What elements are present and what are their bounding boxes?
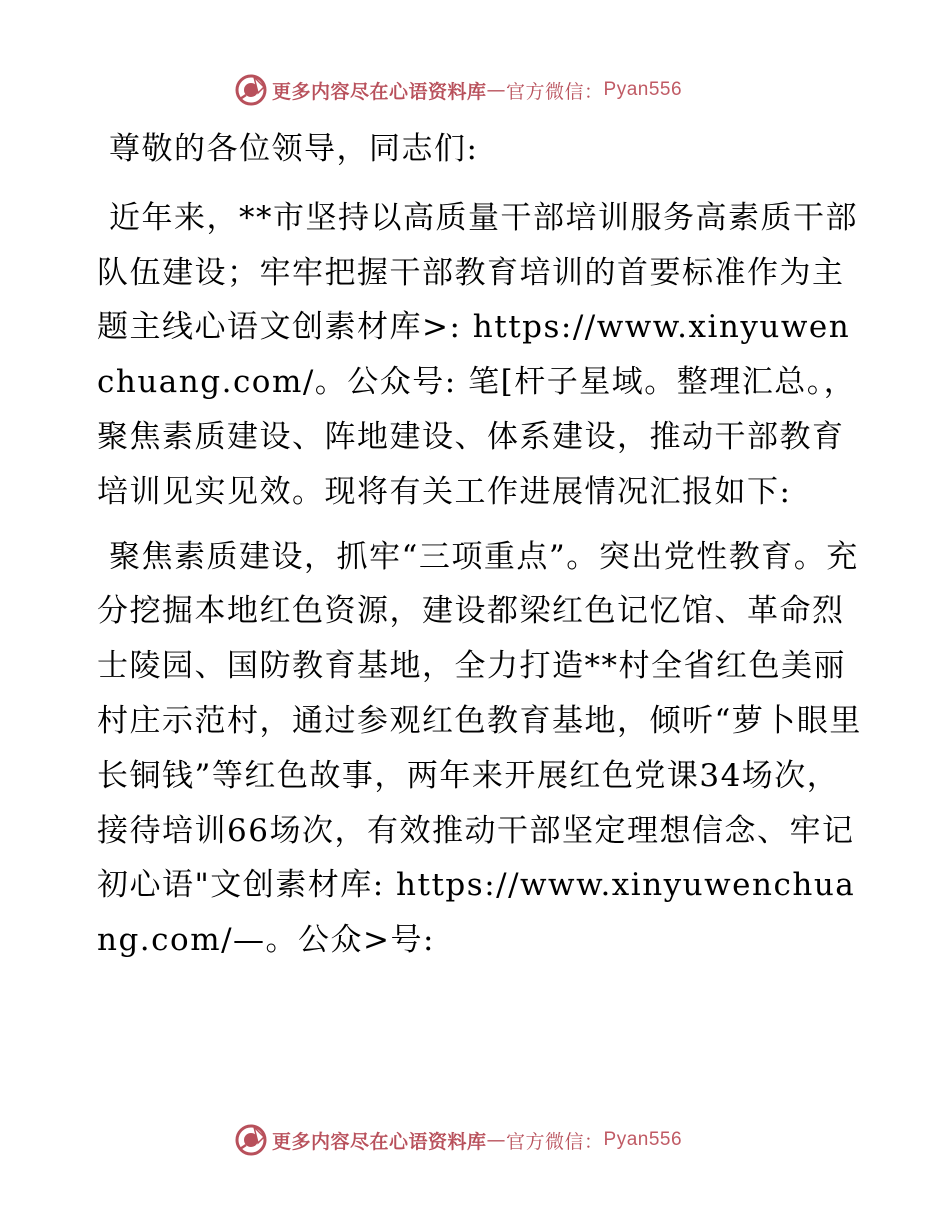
paragraph-intro: 近年来，**市坚持以高质量干部培训服务高素质干部队伍建设；牢牢把握干部教育培训的首要标准作为主题主线心语文创素材库>: https://www.xinyuwenchuang.com/。公众号: 笔[杆子星域。整理汇总。，聚焦素质建设、阵地建设、体系建设，推动干部教育培训见实见效。现将有关工作进展情况汇报如下: bbox=[97, 199, 858, 510]
watermark-separator: — bbox=[486, 1129, 507, 1151]
watermark-wechat-id: Pyan556 bbox=[603, 79, 683, 100]
watermark-sub-text: 官方微信： bbox=[506, 80, 604, 103]
paragraph-quality-building: 聚焦素质建设，抓牢“三项重点”。突出党性教育。充分挖掘本地红色资源，建设都梁红色记忆馆、革命烈士陵园、国防教育基地，全力打造**村全省红色美丽村庄示范村，通过参观红色教育基地，倾听“萝卜眼里长铜钱”等红色故事，两年来开展红色党课34场次，接待培训66场次，有效推动干部坚定理想信念、牢记初心语"文创素材库: https://www.xinyuwenchuang.com/—。公众>号: bbox=[97, 538, 862, 959]
watermark-separator: — bbox=[486, 79, 507, 101]
watermark-wechat-id: Pyan556 bbox=[603, 1129, 683, 1150]
header-watermark bbox=[234, 72, 704, 108]
watermark-main-text: 更多内容尽在心语资料库 bbox=[272, 1130, 487, 1153]
watermark-sub-text: 官方微信： bbox=[506, 1130, 604, 1153]
watermark-main-text: 更多内容尽在心语资料库 bbox=[272, 80, 487, 103]
greeting: 尊敬的各位领导，同志们: bbox=[109, 131, 479, 167]
document-body bbox=[97, 122, 867, 978]
footer-watermark bbox=[234, 1122, 704, 1158]
pen-logo-icon bbox=[234, 73, 268, 107]
pen-logo-icon bbox=[234, 1123, 268, 1157]
